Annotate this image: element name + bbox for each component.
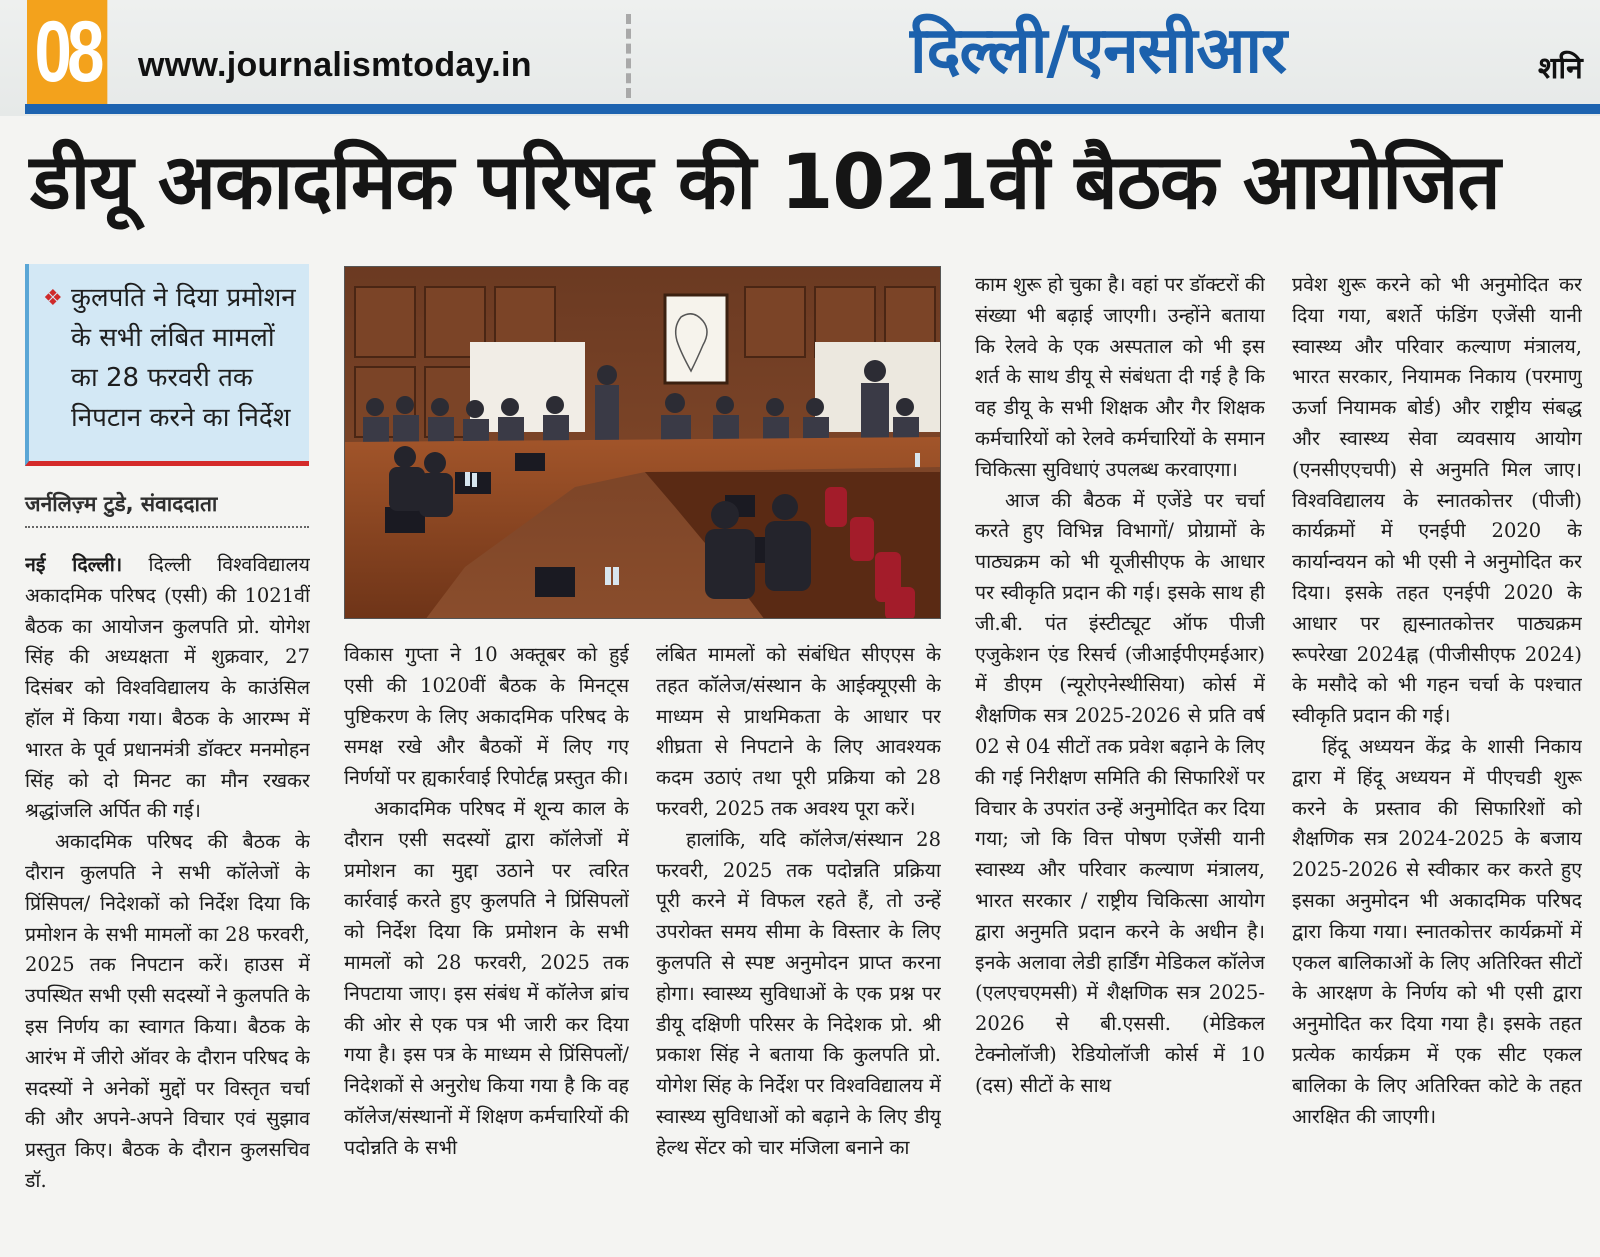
dashed-divider xyxy=(626,14,631,98)
article-column-5 xyxy=(1292,270,1582,1245)
website-url[interactable]: www.journalismtoday.in xyxy=(138,46,532,84)
article-column-1 xyxy=(25,550,310,1245)
highlight-box xyxy=(25,264,309,466)
masthead-rule xyxy=(25,104,1600,114)
article-column-2 xyxy=(344,640,629,1245)
meeting-photo xyxy=(344,266,941,619)
article-paragraph: विकास गुप्ता ने 10 अक्तूबर को हुई एसी की 1020वीं बैठक के मिनट्स पुष्टिकरण के लिए अकादमिक परिषद के समक्ष रखे और बैठकों में लिए गए निर्णयों पर ह्यकार्रवाई रिपोर्टह्न प्रस्तुत की। xyxy=(344,643,629,790)
meeting-photo-icon xyxy=(345,267,941,619)
article-paragraph: हिंदू अध्ययन केंद्र के शासी निकाय द्वारा में हिंदू अध्ययन में पीएचडी शुरू करने के प्रस्ताव की सिफारिशों को शैक्षणिक सत्र 2024-2025 के बजाय 2025-2026 से स्वीकार कर करते हुए इसका अनुमोदन भी अकादमिक परिषद द्वारा किया गया। स्नातकोत्तर कार्यक्रमों में एकल बालिकाओं के लिए अतिरिक्त सीटों के आरक्षण के निर्णय को भी एसी द्वारा अनुमोदित कर दिया गया है। इसके तहत प्रत्येक कार्यक्रम में एक सीट एकल बालिका के लिए अतिरिक्त कोटे के तहत आरक्षित की जाएगी। xyxy=(1292,734,1582,1128)
byline: जर्नलिज़्म टुडे, संवाददाता xyxy=(25,492,218,516)
article-column-3 xyxy=(656,640,941,1245)
article-paragraph: हालांकि, यदि कॉलेज/संस्थान 28 फरवरी, 2025 तक पदोन्नति प्रक्रिया पूरी करने में विफल रहते हैं, तो उन्हें उपरोक्त समय सीमा के विस्तार के लिए कुलपति से स्पष्ट अनुमोदन प्राप्त करना होगा। स्वास्थ्य सुविधाओं के एक प्रश्न पर डीयू दक्षिणी परिसर के निदेशक प्रो. श्री प्रकाश सिंह ने बताया कि कुलपति प्रो. योगेश सिंह के निर्देश पर विश्वविद्यालय में स्वास्थ्य सुविधाओं को बढ़ाने के लिए डीयू हेल्थ सेंटर को चार मंजिला बनाने का xyxy=(656,827,941,1159)
article-paragraph: अकादमिक परिषद में शून्य काल के दौरान एसी सदस्यों द्वारा कॉलेजों में प्रमोशन का मुद्दा उठाने पर त्वरित कार्रवाई करते हुए कुलपति ने प्रिंसिपलों को निर्देश दिया कि प्रमोशन के सभी मामलों को 28 फरवरी, 2025 तक निपटाया जाए। इस संबंध में कॉलेज ब्रांच की ओर से एक पत्र भी जारी कर दिया गया है। इस पत्र के माध्यम से प्रिंसिपलों/ निदेशकों से अनुरोध किया गया है कि वह कॉलेज/संस्थानों में शिक्षण कर्मचारियों की पदोन्नति के सभी xyxy=(344,796,629,1159)
section-title: दिल्ली/एनसीआर xyxy=(910,14,1287,88)
dateline: नई दिल्ली। xyxy=(25,553,123,576)
diamond-bullet-icon: ❖ xyxy=(43,286,63,311)
article-paragraph: लंबित मामलों को संबंधित सीएएस के तहत कॉलेज/संस्थान के आईक्यूएसी के माध्यम से प्राथमिकता के आधार पर शीघ्रता से निपटाने के लिए आवश्यक कदम उठाएं तथा पूरी प्रक्रिया को 28 फरवरी, 2025 तक अवश्य पूरा करें। xyxy=(656,643,941,820)
paragraph-text: दिल्ली विश्वविद्यालय अकादमिक परिषद (एसी) की 1021वीं बैठक का आयोजन कुलपति प्रो. योगेश सिंह की अध्यक्षता में शुक्रवार, 27 दिसंबर को विश्वविद्यालय के काउंसिल हॉल में किया गया। बैठक के आरम्भ में भारत के पूर्व प्रधानमंत्री डॉक्टर मनमोहन सिंह को दो मिनट का मौन रखकर श्रद्धांजलि अर्पित की गई। xyxy=(25,553,310,823)
article-paragraph: अकादमिक परिषद की बैठक के दौरान कुलपति ने सभी कॉलेजों के प्रिंसिपल/ निदेशकों को निर्देश दिया कि प्रमोशन के सभी मामलों का 28 फरवरी, 2025 तक निपटान करें। हाउस में उपस्थित सभी एसी सदस्यों ने कुलपति के इस निर्णय का स्वागत किया। बैठक के आरंभ में जीरो ऑवर के दौरान परिषद के सदस्यों ने अनेकों मुद्दों पर विस्तृत चर्चा की और अपने-अपने विचार एवं सुझाव प्रस्तुत किए। बैठक के दौरान कुलसचिव डॉ. xyxy=(25,830,310,1192)
masthead xyxy=(0,0,1600,116)
headline: डीयू अकादमिक परिषद की 1021वीं बैठक आयोजित xyxy=(30,137,1500,226)
highlight-text: कुलपति ने दिया प्रमोशन के सभी लंबित मामलों का 28 फरवरी तक निपटान करने का निर्देश xyxy=(71,283,296,433)
page-number: 08 xyxy=(27,0,107,104)
byline-divider xyxy=(25,526,309,528)
article-paragraph: काम शुरू हो चुका है। वहां पर डॉक्टरों की संख्या भी बढ़ाई जाएगी। उन्होंने बताया कि रेलवे के एक अस्पताल को भी इस शर्त के साथ डीयू से संबंधता दी गई है कि वह डीयू के सभी शिक्षक और गैर शिक्षक कर्मचारियों को रेलवे कर्मचारियों के समान चिकित्सा सुविधाएं उपलब्ध करवाएगा। xyxy=(975,273,1265,481)
article-paragraph xyxy=(25,550,310,827)
article-paragraph: आज की बैठक में एजेंडे पर चर्चा करते हुए विभिन्न विभागों/ प्रोग्रामों के पाठ्यक्रम को भी यूजीसीएफ के आधार पर स्वीकृति प्रदान की गई। इसके साथ ही जी.बी. पंत इंस्टीट्यूट ऑफ पीजी एजुकेशन एंड रिसर्च (जीआईपीएमईआर) में डीएम (न्यूरोएनेस्थीसिया) कोर्स में शैक्षणिक सत्र 2025-2026 से प्रति वर्ष 02 से 04 सीटों तक प्रवेश बढ़ाने के लिए की गई निरीक्षण समिति की सिफारिशें पर विचार के उपरांत उन्हें अनुमोदित कर दिया गया; जो कि वित्त पोषण एजेंसी यानी स्वास्थ्य और परिवार कल्याण मंत्रालय, भारत सरकार / राष्ट्रीय चिकित्सा आयोग द्वारा अनुमति प्रदान करने के अधीन है। इनके अलावा लेडी हार्डिंग मेडिकल कॉलेज (एलएचएमसी) में शैक्षणिक सत्र 2025-2026 से बी.एससी. (मेडिकल टेक्नोलॉजी) रेडियोलॉजी कोर्स में 10 (दस) सीटों के साथ xyxy=(975,488,1265,1097)
article-paragraph: प्रवेश शुरू करने को भी अनुमोदित कर दिया गया, बशर्ते फंडिंग एजेंसी यानी स्वास्थ्य और परिवार कल्याण मंत्रालय, भारत सरकार, नियामक निकाय (परमाणु ऊर्जा नियामक बोर्ड) और राष्ट्रीय संबद्ध और स्वास्थ्य सेवा व्यवसाय आयोग (एनसीएएचपी) से अनुमति मिल जाए। विश्वविद्यालय के स्नातकोत्तर (पीजी) कार्यक्रमों में एनईपी 2020 के कार्यान्वयन को भी एसी ने अनुमोदित कर दिया। इसके तहत एनईपी 2020 के आधार पर ह्यस्नातकोत्तर पाठ्यक्रम रूपरेखा 2024ह्न (पीजीसीएफ 2024) के मसौदे को भी गहन चर्चा के पश्चात स्वीकृति प्रदान की गई। xyxy=(1292,273,1582,728)
article-column-4 xyxy=(975,270,1265,1245)
day-label: शनि xyxy=(1538,51,1583,86)
